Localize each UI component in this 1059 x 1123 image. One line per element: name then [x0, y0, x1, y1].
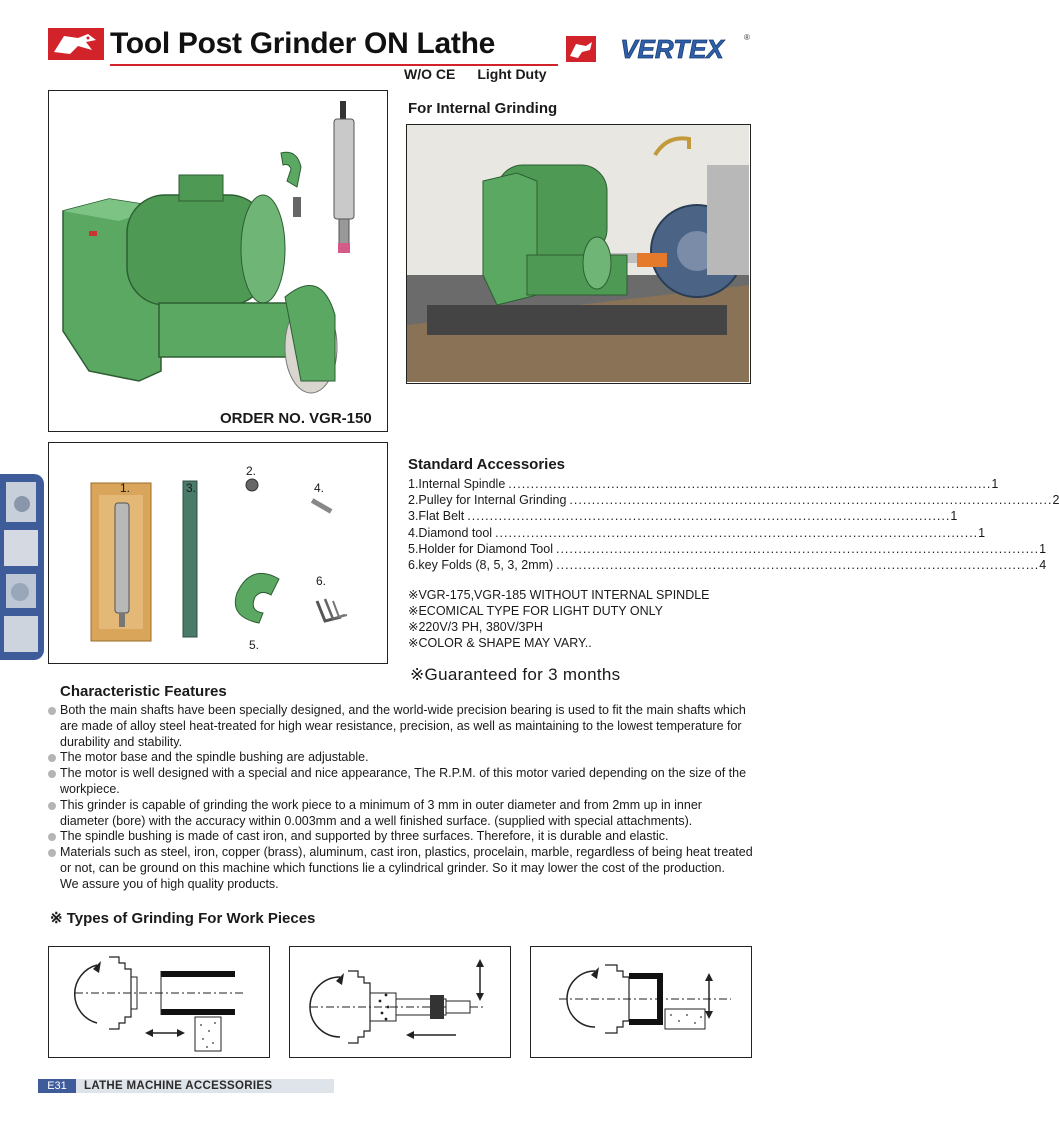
list-item: 2.Pulley for Internal Grinding ............................................................................................................ 2 [408, 493, 1059, 508]
diagram-external-grinding [48, 946, 270, 1058]
internal-grinding-illustration [407, 125, 749, 382]
list-item: 4.Diamond tool ............................................................................................................ 1 [408, 525, 986, 540]
acc-label-3: 3. [186, 481, 197, 495]
accessories-photo [48, 442, 388, 664]
feature-item: The spindle bushing is made of cast iron, and supported by three surfaces. Therefore, it is durable and elastic. [48, 829, 754, 845]
feature-item: The motor base and the spindle bushing are adjustable. [48, 750, 754, 766]
acc-label-1: 1. [120, 481, 131, 495]
brand-text: VERTEX [620, 34, 724, 64]
grinder-photo [48, 90, 388, 432]
diagram-end-grinding [289, 946, 511, 1058]
accessories-illustration [49, 443, 386, 662]
accessories-list [408, 476, 1059, 573]
internal-grinding-photo [406, 124, 751, 384]
list-item: 1.Internal Spindle ............................................................................................................ 1 [408, 477, 999, 491]
diagram-internal-grinding [530, 946, 752, 1058]
acc-label-6: 6. [316, 574, 327, 588]
acc-label-2: 2. [246, 464, 257, 478]
acc-label-4: 4. [314, 481, 325, 495]
feature-item: Both the main shafts have been specially designed, and the world-wide precision bearing is used to fit the main shafts which are made of alloy steel heat-treated for high wear resistance, precision, as well as maintaining to the lowest temperature for durability and stability. [48, 703, 754, 750]
feature-item: The motor is well designed with a special and nice appearance, The R.P.M. of this motor varied depending on the size of the workpiece. [48, 766, 754, 798]
note-item: ※VGR-175,VGR-185 WITHOUT INTERNAL SPINDLE [408, 588, 710, 602]
side-tab-thumbnails [0, 474, 44, 660]
features-heading: Characteristic Features [60, 683, 227, 700]
list-item: 5.Holder for Diamond Tool ............................................................................................................ 1 [408, 541, 1047, 556]
bullet-icon [48, 849, 56, 857]
internal-grinding-heading: For Internal Grinding [408, 100, 558, 117]
note-item: ※ECOMICAL TYPE FOR LIGHT DUTY ONLY [408, 604, 663, 618]
eagle-logo [48, 28, 104, 60]
svg-text:®: ® [744, 33, 750, 42]
grinder-illustration [49, 91, 386, 430]
list-item: 6.key Folds (8, 5, 3, 2mm) ............................................................................................................ 4 [408, 558, 1047, 573]
bullet-icon [48, 754, 56, 762]
grinding-types-heading: ※ Types of Grinding For Work Pieces [50, 910, 316, 927]
vertex-brand-logo [566, 30, 750, 66]
standard-accessories-heading: Standard Accessories [408, 456, 566, 473]
note-item: ※COLOR & SHAPE MAY VARY.. [408, 636, 592, 650]
note-item: ※220V/3 PH, 380V/3PH [408, 620, 543, 634]
order-number: ORDER NO. VGR-150 [220, 410, 372, 427]
subtitle-ce: W/O CE [404, 66, 456, 82]
features-closing: We assure you of high quality products. [60, 876, 279, 891]
features-list [48, 703, 754, 893]
feature-item: This grinder is capable of grinding the work piece to a minimum of 3 mm in outer diameter and from 2mm up in inner diameter (bore) with the accuracy within 0.003mm and a well finished surface. (supplied with special attachments). [48, 798, 754, 830]
list-item: 3.Flat Belt ............................................................................................................ 1 [408, 509, 958, 524]
page-title: Tool Post Grinder ON Lathe [110, 27, 495, 60]
bullet-icon [48, 770, 56, 778]
page-number: E31 [38, 1079, 76, 1093]
feature-item: Materials such as steel, iron, copper (brass), aluminum, cast iron, plastics, procelain, marble, regardless of being heat treated or not, can be ground on this machine which functions lie a cylindrical grinder. So it may lower the cost of the production. [48, 845, 754, 877]
guarantee-text: ※Guaranteed for 3 months [410, 665, 621, 684]
acc-label-5: 5. [249, 638, 260, 652]
bullet-icon [48, 707, 56, 715]
bullet-icon [48, 833, 56, 841]
subtitle-duty: Light Duty [477, 66, 547, 82]
notes-list [408, 587, 710, 651]
footer-section-title: LATHE MACHINE ACCESSORIES [84, 1080, 273, 1092]
bullet-icon [48, 802, 56, 810]
page-subtitle [404, 66, 569, 82]
